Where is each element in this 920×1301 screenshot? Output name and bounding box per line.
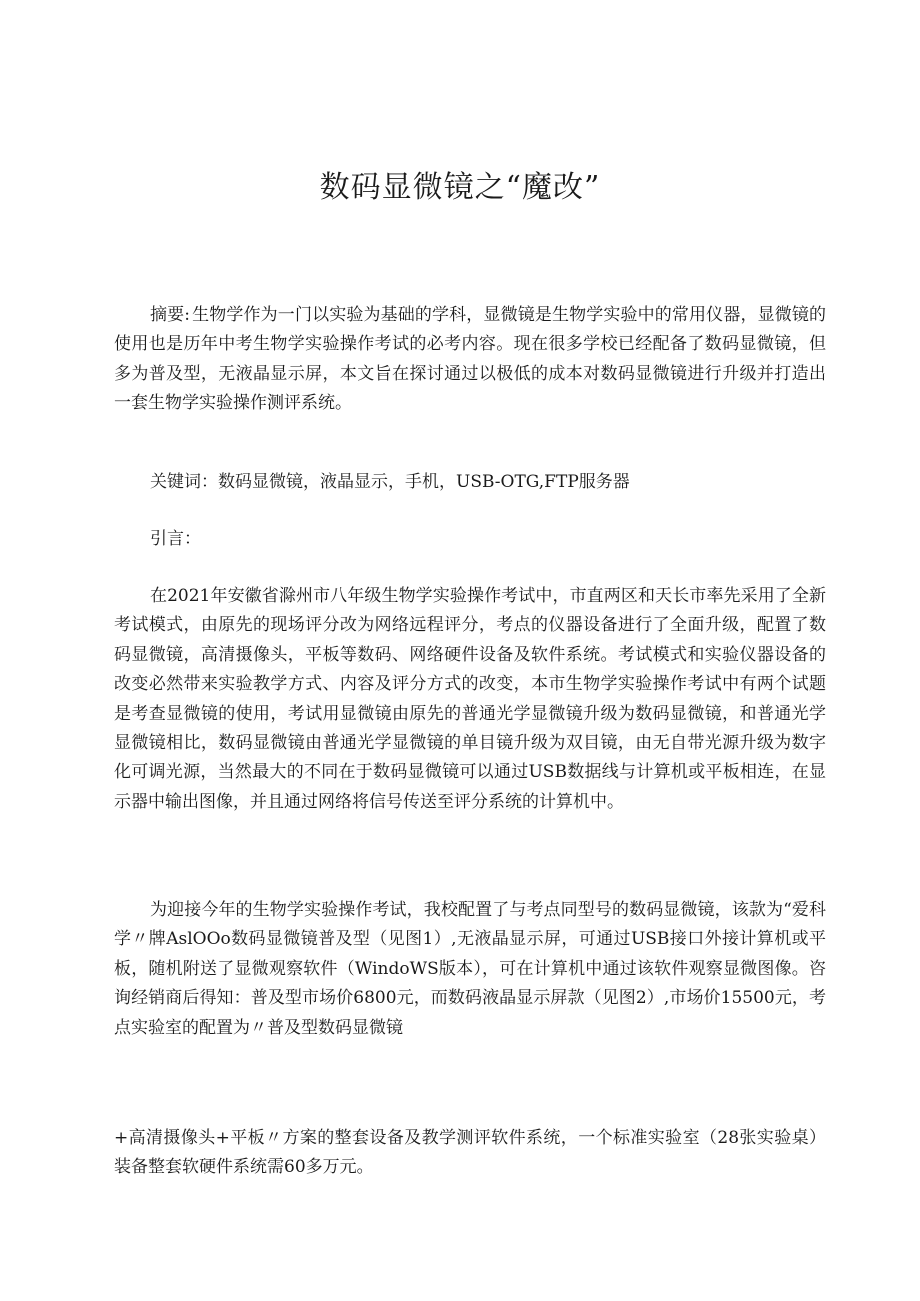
keywords-label: 关键词： xyxy=(150,472,218,492)
keywords-text: 数码显微镜，液晶显示，手机，USB-OTG,FTP服务器 xyxy=(218,472,630,492)
body-paragraph-1: 在2021年安徽省滁州市八年级生物学实验操作考试中，市直两区和天长市率先采用了全新考试模式，由原先的现场评分改为网络远程评分，考点的仪器设备进行了全面升级，配置了数码显微镜，高清摄像头，平板等数码、网络硬件设备及软件系统。考试模式和实验仪器设备的改变必然带来实验教学方式、内容及评分方式的改变，本市生物学实验操作考试中有两个试题是考查显微镜的使用，考试用显微镜由原先的普通光学显微镜升级为数码显微镜，和普通光学显微镜相比，数码显微镜由普通光学显微镜的单目镜升级为双目镜，由无自带光源升级为数字化可调光源，当然最大的不同在于数码显微镜可以通过USB数据线与计算机或平板相连，在显示器中输出图像，并且通过网络将信号传送至评分系统的计算机中。 xyxy=(114,586,826,812)
body-paragraph-2: 为迎接今年的生物学实验操作考试，我校配置了与考点同型号的数码显微镜，该款为“爱科学〃牌AslOOo数码显微镜普及型（见图1）,无液晶显示屏，可通过USB接口外接计算机或平板，随机附送了显微观察软件（WindoWS版本），可在计算机中通过该软件观察显微图像。咨询经销商后得知：普及型市场价6800元，而数码液晶显示屏款（见图2）,市场价15500元，考点实验室的配置为〃普及型数码显微镜 xyxy=(114,900,826,1038)
page-title: 数码显微镜之“魔改” xyxy=(319,170,601,205)
abstract-paragraph xyxy=(114,301,826,419)
abstract-text: 生物学作为一门以实验为基础的学科，显微镜是生物学实验中的常用仪器，显微镜的使用也是历年中考生物学实验操作考试的必考内容。现在很多学校已经配备了数码显微镜，但多为普及型，无液晶显示屏，本文旨在探讨通过以极低的成本对数码显微镜进行升级并打造出一套生物学实验操作测评系统。 xyxy=(114,305,826,414)
intro-heading: 引言： xyxy=(150,529,201,549)
keywords-paragraph xyxy=(114,468,826,497)
abstract-label: 摘要: xyxy=(150,305,190,325)
body-paragraph-3: +高清摄像头+平板〃方案的整套设备及教学测评软件系统，一个标准实验室（28张实验桌）装备整套软硬件系统需60多万元。 xyxy=(114,1128,826,1178)
